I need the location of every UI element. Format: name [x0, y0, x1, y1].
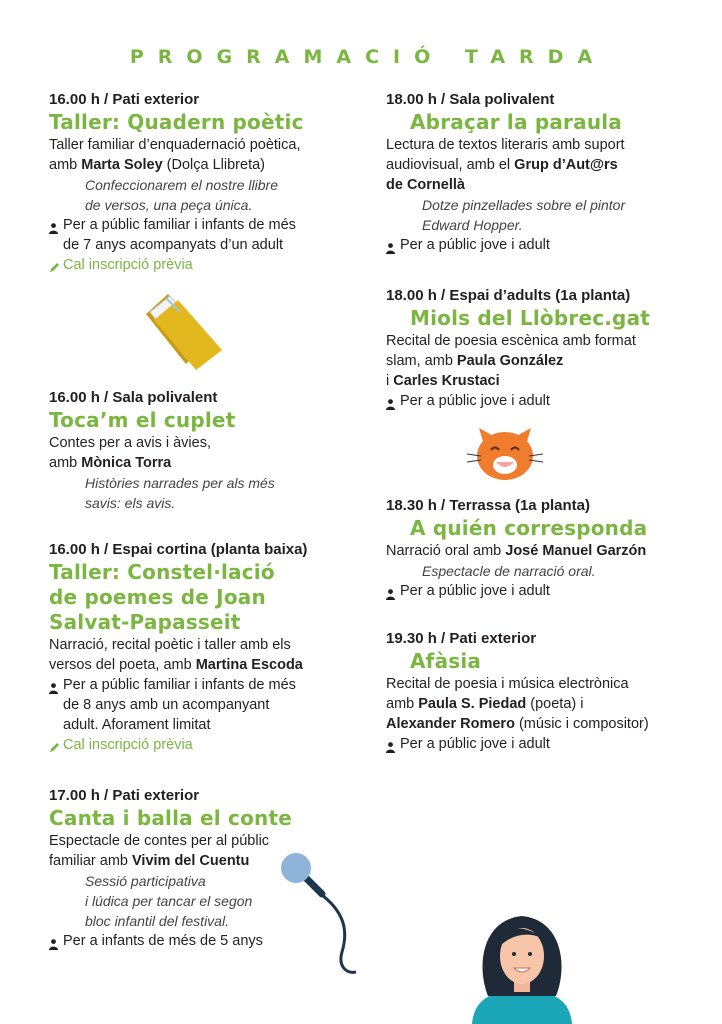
performer-name: Grup d’Aut@rs [514, 157, 618, 173]
audience-text: Per a públic jove i adult [400, 583, 550, 599]
event-title: Canta i balla el conte [49, 806, 292, 830]
description-text: slam, amb [386, 353, 457, 369]
event-title: Salvat-Papasseit [49, 610, 241, 634]
event-block [386, 629, 686, 754]
event-title: de poemes de Joan [49, 585, 266, 609]
description-text: Lectura de textos literaris amb suport [386, 137, 625, 153]
event-note: savis: els avis. [85, 495, 176, 511]
registration-note [49, 255, 349, 275]
description-text: i [386, 373, 394, 389]
event-time: 18.00 h / Espai d’adults (1a planta) [386, 287, 631, 304]
event-time: 18.30 h / Terrassa (1a planta) [386, 497, 590, 514]
cat-illustration [463, 420, 547, 484]
event-time: 16.00 h / Sala polivalent [49, 389, 218, 406]
event-description [49, 635, 349, 655]
event-note: Edward Hopper. [422, 217, 523, 233]
performer-name: Mònica Torra [81, 455, 172, 471]
person-icon [386, 240, 395, 251]
book-illustration [140, 290, 230, 374]
event-title: Taller: Constel·lació [49, 560, 275, 584]
event-time: 16.00 h / Espai cortina (planta baixa) [49, 541, 308, 558]
event-description [386, 541, 686, 561]
pencil-icon [49, 259, 60, 270]
performer-name: Alexander Romero [386, 716, 515, 732]
description-text: Contes per a avis i àvies, [49, 435, 211, 451]
performer-name: Marta Soley [81, 157, 163, 173]
description-text: familiar amb [49, 853, 132, 869]
audience-text: de 7 anys acompanyats d’un adult [63, 237, 284, 253]
audience-text: Per a públic jove i adult [400, 237, 550, 253]
person-icon [386, 586, 395, 597]
event-description [49, 135, 349, 155]
event-time: 17.00 h / Pati exterior [49, 787, 200, 804]
audience-text: Per a públic jove i adult [400, 393, 550, 409]
audience-info [386, 734, 686, 754]
performer-name: Vivim del Cuentu [132, 853, 250, 869]
event-description [49, 655, 349, 675]
event-title: Miols del Llòbrec.gat [410, 306, 651, 330]
description-text: amb [49, 455, 82, 471]
description-text: amb [49, 157, 82, 173]
performer-name: Paula S. Piedad [418, 696, 527, 712]
audience-text: Per a públic familiar i infants de més [63, 677, 296, 693]
event-note: i lúdica per tancar el segon [85, 893, 253, 909]
registration-text: Cal inscripció prèvia [63, 737, 193, 753]
event-block [386, 90, 686, 255]
description-text: Espectacle de contes per al públic [49, 833, 270, 849]
event-note: Dotze pinzellades sobre el pintor [422, 197, 626, 213]
event-description [386, 714, 686, 734]
event-note: Històries narrades per als més [85, 475, 275, 491]
event-block [49, 388, 349, 513]
description-text: Narració, recital poètic i taller amb els [49, 637, 291, 653]
description-text: versos del poeta, amb [49, 657, 196, 673]
event-description [386, 351, 686, 371]
person-icon [49, 220, 58, 231]
description-text: Recital de poesia i música electrònica [386, 676, 629, 692]
performer-name: Martina Escoda [195, 657, 303, 673]
event-description [386, 175, 686, 195]
microphone-illustration [276, 852, 366, 982]
audience-text: Per a infants de més de 5 anys [63, 933, 263, 949]
description-text: Narració oral amb [386, 543, 506, 559]
audience-text: Per a públic jove i adult [400, 736, 550, 752]
event-note: Sessió participativa [85, 873, 206, 889]
person-icon [386, 739, 395, 750]
event-time: 18.00 h / Sala polivalent [386, 91, 555, 108]
event-description [386, 135, 686, 155]
audience-info [49, 215, 349, 255]
event-title: Taller: Quadern poètic [49, 110, 304, 134]
event-description [386, 694, 686, 714]
event-block [49, 540, 349, 755]
event-note: Confeccionarem el nostre llibre [85, 177, 278, 193]
description-text: (músic i compositor) [514, 716, 649, 732]
description-text: amb [386, 696, 419, 712]
event-description [386, 371, 686, 391]
event-description [49, 155, 349, 175]
description-text: (Dolça Llibreta) [162, 157, 265, 173]
audience-info [386, 235, 686, 255]
event-description [386, 674, 686, 694]
event-description [386, 331, 686, 351]
audience-info [386, 581, 686, 601]
event-block [49, 90, 349, 275]
event-note: Espectacle de narració oral. [422, 563, 596, 579]
event-block [386, 496, 686, 601]
event-note: bloc infantil del festival. [85, 913, 229, 929]
person-icon [49, 936, 58, 947]
pencil-icon [49, 739, 60, 750]
audience-text: de 8 anys amb un acompanyant [63, 697, 270, 713]
audience-info [49, 675, 349, 735]
audience-text: Per a públic familiar i infants de més [63, 217, 296, 233]
event-time: 19.30 h / Pati exterior [386, 630, 537, 647]
audience-text: adult. Aforament limitat [63, 717, 211, 733]
description-text: (poeta) i [526, 696, 584, 712]
person-icon [386, 396, 395, 407]
event-block [386, 286, 686, 411]
description-text: Taller familiar d’enquadernació poètica, [49, 137, 301, 153]
event-title: Abraçar la paraula [410, 110, 623, 134]
event-description [386, 155, 686, 175]
event-title: Toca’m el cuplet [49, 408, 236, 432]
event-time: 16.00 h / Pati exterior [49, 91, 200, 108]
performer-name: José Manuel Garzón [505, 543, 647, 559]
audience-info [386, 391, 686, 411]
event-title: A quién corresponda [410, 516, 648, 540]
registration-note [49, 735, 349, 755]
woman-illustration [464, 906, 580, 1024]
event-description [49, 433, 349, 453]
description-text: Recital de poesia escènica amb format [386, 333, 636, 349]
person-icon [49, 680, 58, 691]
event-description [49, 831, 349, 851]
registration-text: Cal inscripció prèvia [63, 257, 193, 273]
description-text: audiovisual, amb el [386, 157, 515, 173]
event-note: de versos, una peça única. [85, 197, 253, 213]
page-title: PROGRAMACIÓ TARDA [129, 46, 607, 68]
performer-name: de Cornellà [386, 177, 465, 193]
event-description [49, 453, 349, 473]
performer-name: Paula González [456, 353, 564, 369]
performer-name: Carles Krustaci [393, 373, 500, 389]
event-title: Afàsia [410, 649, 482, 673]
